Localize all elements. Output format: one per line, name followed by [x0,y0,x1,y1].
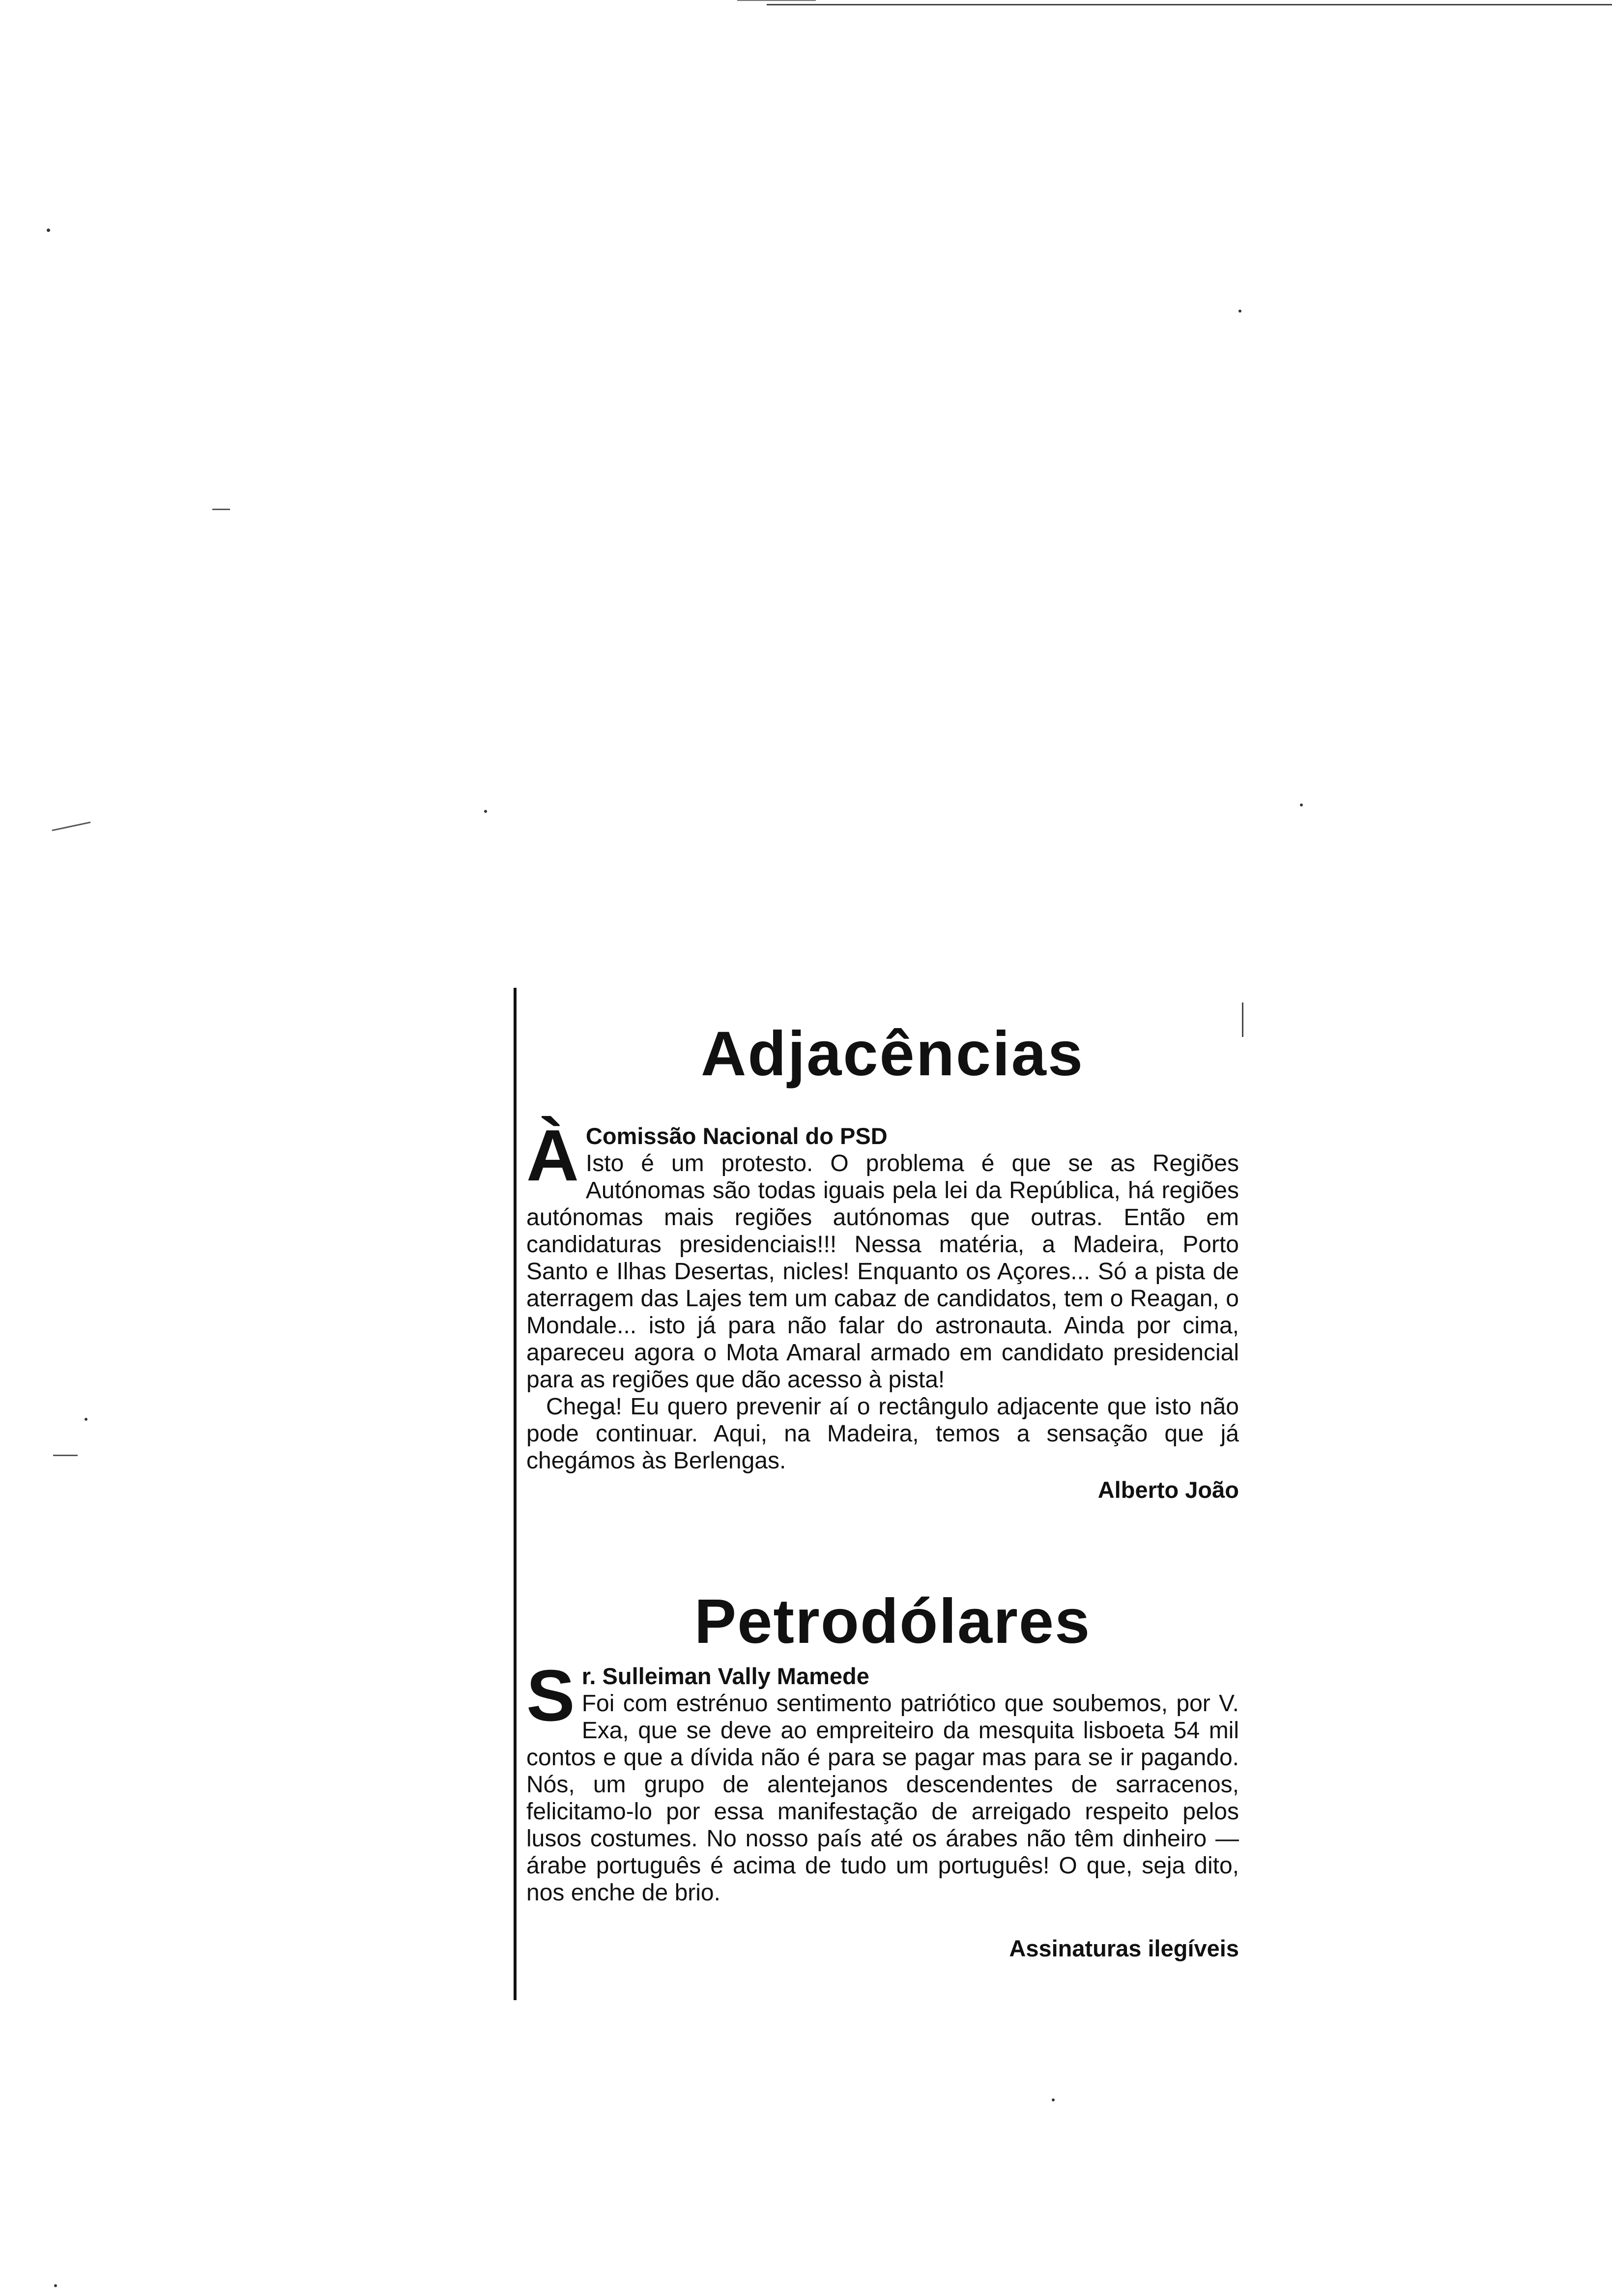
drop-cap: S [526,1655,575,1736]
scan-speck [1300,804,1303,806]
scan-speck [54,2284,57,2287]
article-body [526,1115,1239,1503]
scan-speck [1238,310,1241,313]
scan-speck [85,1418,87,1421]
article-signature: Assinaturas ilegíveis [1009,1935,1239,1961]
scan-mark [53,1455,78,1456]
scan-speck [484,810,487,813]
article-adjacencias [526,988,1239,1503]
article-body [526,1655,1239,1962]
scan-mark [212,509,230,510]
scan-top-rule-short [737,0,816,1]
article-addressee: r. Sulleiman Vally Mamede [581,1663,869,1689]
scan-speck [47,229,50,232]
article-signature: Alberto João [1097,1477,1239,1503]
scan-top-rule [767,4,1612,5]
scan-mark [52,822,91,832]
scan-speck [1052,2098,1055,2101]
article-headline: Petrodólares [694,1586,1091,1657]
scan-mark [1242,1003,1243,1037]
article-paragraph: Foi com estrénuo sentimento patriótico que soubemos, por V. Exa, que se deve ao empreiteiro da mesquita lisboeta 54 mil contos e que a dívida não é para se pagar mas para se ir pagando. Nós, um grupo de alentejanos descendentes de sarracenos, felicitamo-lo por essa manifestação de arreigado respeito pelos lusos costumes. No nosso país até os árabes não têm dinheiro — árabe português é acima de tudo um português! O que, seja dito, nos enche de brio. [526,1691,1239,1906]
article-headline: Adjacências [700,1019,1085,1089]
article-paragraph: Chega! Eu quero prevenir aí o rectângulo adjacente que isto não pode continuar. Aqui, na Madeira, temos a sensação que já chegámos às Berlengas. [526,1394,1239,1474]
drop-cap: À [526,1115,579,1196]
article-addressee: Comissão Nacional do PSD [585,1123,888,1149]
article-paragraph: Isto é um protesto. O problema é que se as Regiões Autónomas são todas iguais pela lei da República, há regiões autónomas mais regiões autónomas que outras. Então em candidaturas presidenciais!!! Nessa matéria, a Madeira, Porto Santo e Ilhas Desertas, nicles! Enquanto os Açores... Só a pista de aterragem das Lajes tem um cabaz de candidatos, tem o Reagan, o Mondale... isto já para não falar do astronauta. Ainda por cima, apareceu agora o Mota Amaral armado em candidato presidencial para as regiões que dão acesso à pista! [526,1150,1239,1393]
article-petrodolares [526,1585,1239,1962]
newspaper-clipping [514,988,1239,2000]
